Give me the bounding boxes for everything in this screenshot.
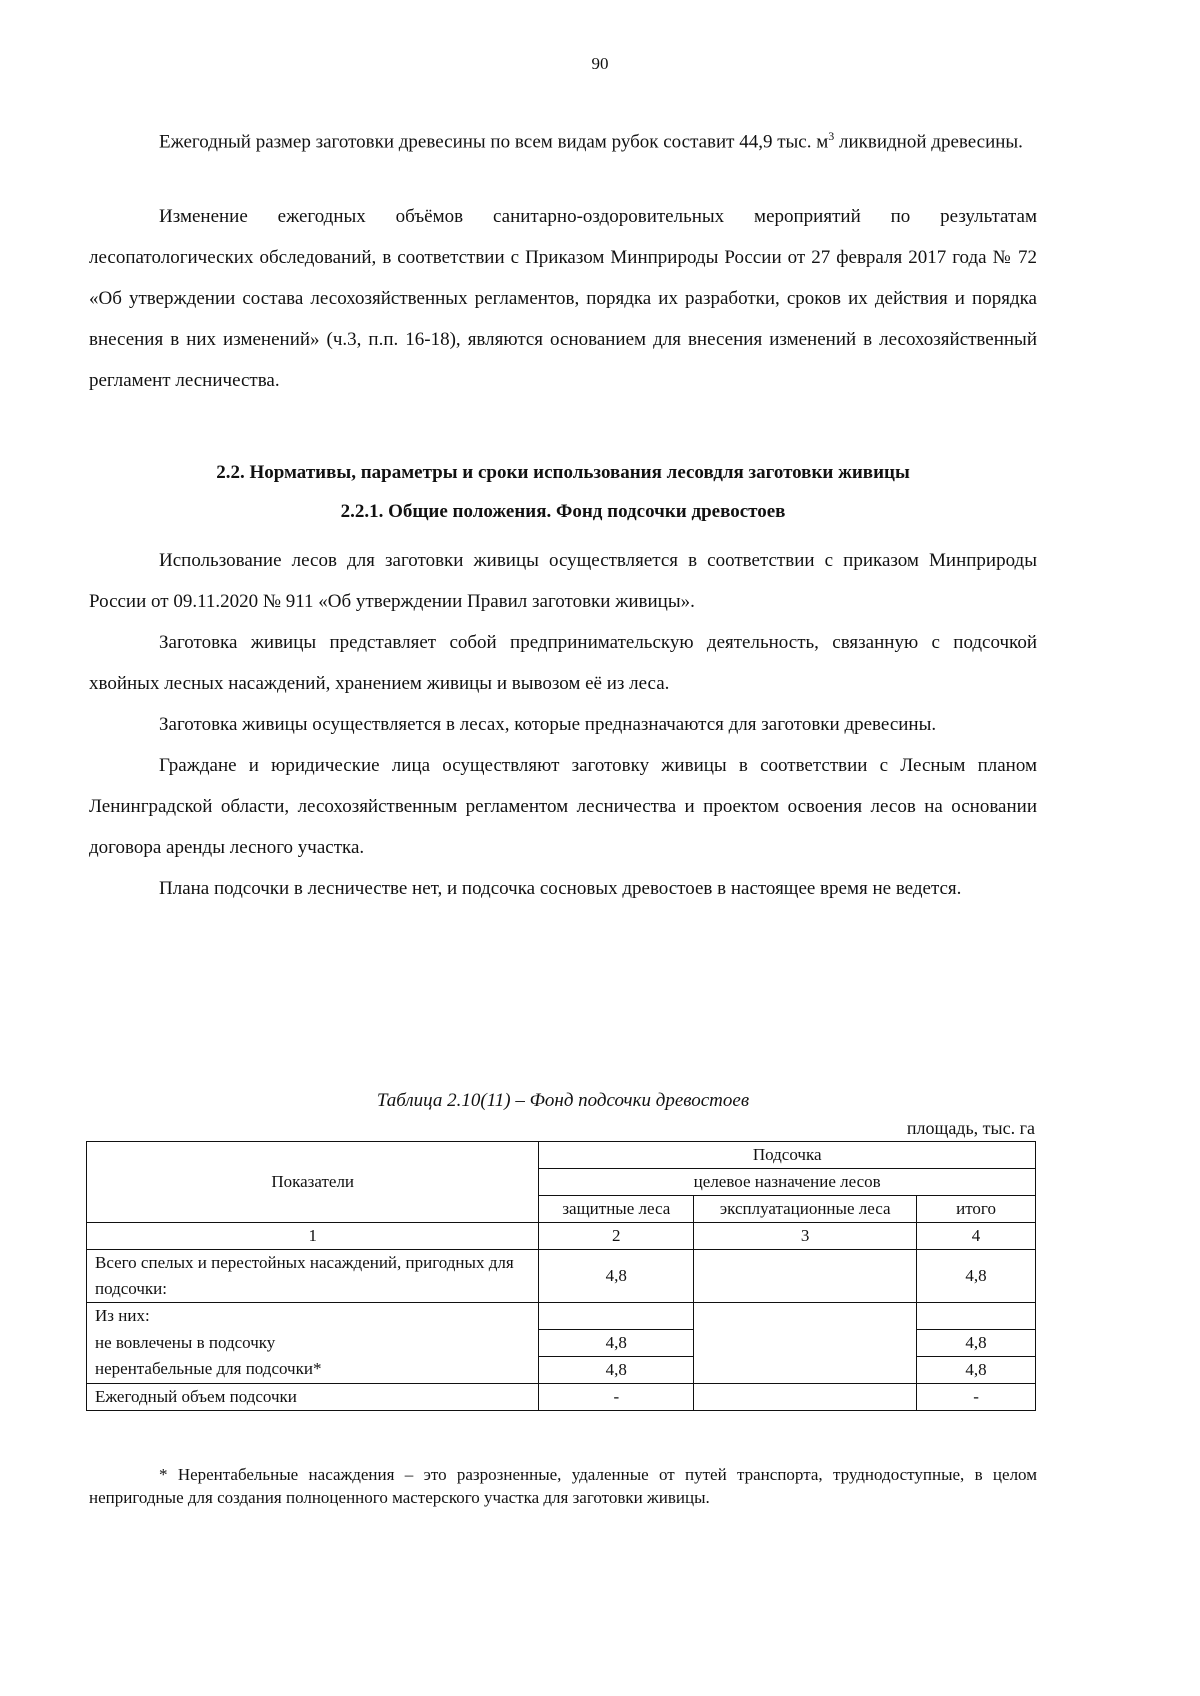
row-label: Ежегодный объем подсочки [87,1383,539,1410]
cell-protective: 4,8 [539,1250,694,1303]
table-footnote: * Нерентабельные насаждения – это разрозненные, удаленные от путей транспорта, труднодоступные, в целом непригодные для создания полноценного мастерского участка для заготовки живицы. [89,1465,1037,1507]
cell-protective: 4,8 [539,1329,694,1356]
cell-protective [539,1303,694,1330]
paragraph-citizens: Граждане и юридические лица осуществляют заготовку живицы в соответствии с Лесным планом Ленинградской области, лесохозяйственным регламентом лесничества и проектом освоения лесов на основании договора аренды лесного участка. [89,755,1037,858]
cell-total: 4,8 [917,1329,1036,1356]
subsection-heading: 2.2.1. Общие положения. Фонд подсочки древостоев [340,501,786,522]
cell-protective: - [539,1383,694,1410]
table-units: площадь, тыс. га [906,1118,1035,1138]
row-label: Из них: [87,1303,539,1330]
header-operational: эксплуатационные леса [694,1196,917,1223]
paragraph-forests: Заготовка живицы осуществляется в лесах, которые предназначаются для заготовки древесины. [159,714,937,735]
cell-operational [694,1383,917,1410]
superscript: 3 [828,129,835,143]
paragraph-legal-basis: Использование лесов для заготовки живицы осуществляется в соответствии с приказом Минприроды России от 09.11.2020 № 911 «Об утверждении Правил заготовки живицы». [89,550,1037,612]
paragraph-harvest-volume [89,116,1023,162]
column-number-row [87,1223,1036,1250]
row-label: нерентабельные для подсочки* [87,1356,539,1383]
cell-total [917,1303,1036,1330]
table-row [87,1303,1036,1330]
row-label: не вовлечены в подсочку [87,1329,539,1356]
header-purpose: целевое назначение лесов [539,1169,1036,1196]
row-label: Всего спелых и перестойных насаждений, пригодных для подсочки: [87,1250,539,1303]
section-text [89,540,1037,909]
header-total: итого [917,1196,1036,1223]
col-number: 1 [87,1223,539,1250]
paragraph-no-plan: Плана подсочки в лесничестве нет, и подсочка сосновых древостоев в настоящее время не ведется. [159,878,962,899]
page-number: 90 [591,54,609,73]
col-number: 2 [539,1223,694,1250]
cell-operational [694,1303,917,1330]
header-indicators: Показатели [87,1142,539,1223]
tapping-fund-table [86,1141,1036,1411]
cell-operational [694,1356,917,1383]
table-row [87,1329,1036,1356]
paragraph-definition: Заготовка живицы представляет собой предпринимательскую деятельность, связанную с подсочкой хвойных лесных насаждений, хранением живицы и вывозом её из леса. [89,632,1037,694]
paragraph-text-after: ликвидной древесины. [834,131,1023,153]
header-protective: защитные леса [539,1196,694,1223]
cell-operational [694,1250,917,1303]
table-row [87,1356,1036,1383]
table-caption: Таблица 2.10(11) – Фонд подсочки древостоев [376,1090,750,1111]
paragraph-sanitary-measures: Изменение ежегодных объёмов санитарно-оздоровительных мероприятий по результатам лесопатологических обследований, в соответствии с Приказом Минприроды России от 27 февраля 2017 года № 72 «Об утверждении состава лесохозяйственных регламентов, порядка их разработки, сроков их действия и порядка внесения в них изменений» (ч.3, п.п. 16-18), являются основанием для внесения изменений в лесохозяйственный регламент лесничества. [89,206,1037,391]
col-number: 3 [694,1223,917,1250]
cell-protective: 4,8 [539,1356,694,1383]
cell-operational [694,1329,917,1356]
section-heading: 2.2. Нормативы, параметры и сроки использования лесовдля заготовки живицы [216,462,910,483]
col-number: 4 [917,1223,1036,1250]
header-tapping: Подсочка [539,1142,1036,1169]
cell-total: - [917,1383,1036,1410]
table-row [87,1250,1036,1303]
table-row [87,1383,1036,1410]
cell-total: 4,8 [917,1250,1036,1303]
cell-total: 4,8 [917,1356,1036,1383]
paragraph-text: Ежегодный размер заготовки древесины по всем видам рубок составит 44,9 тыс. м [159,131,829,153]
